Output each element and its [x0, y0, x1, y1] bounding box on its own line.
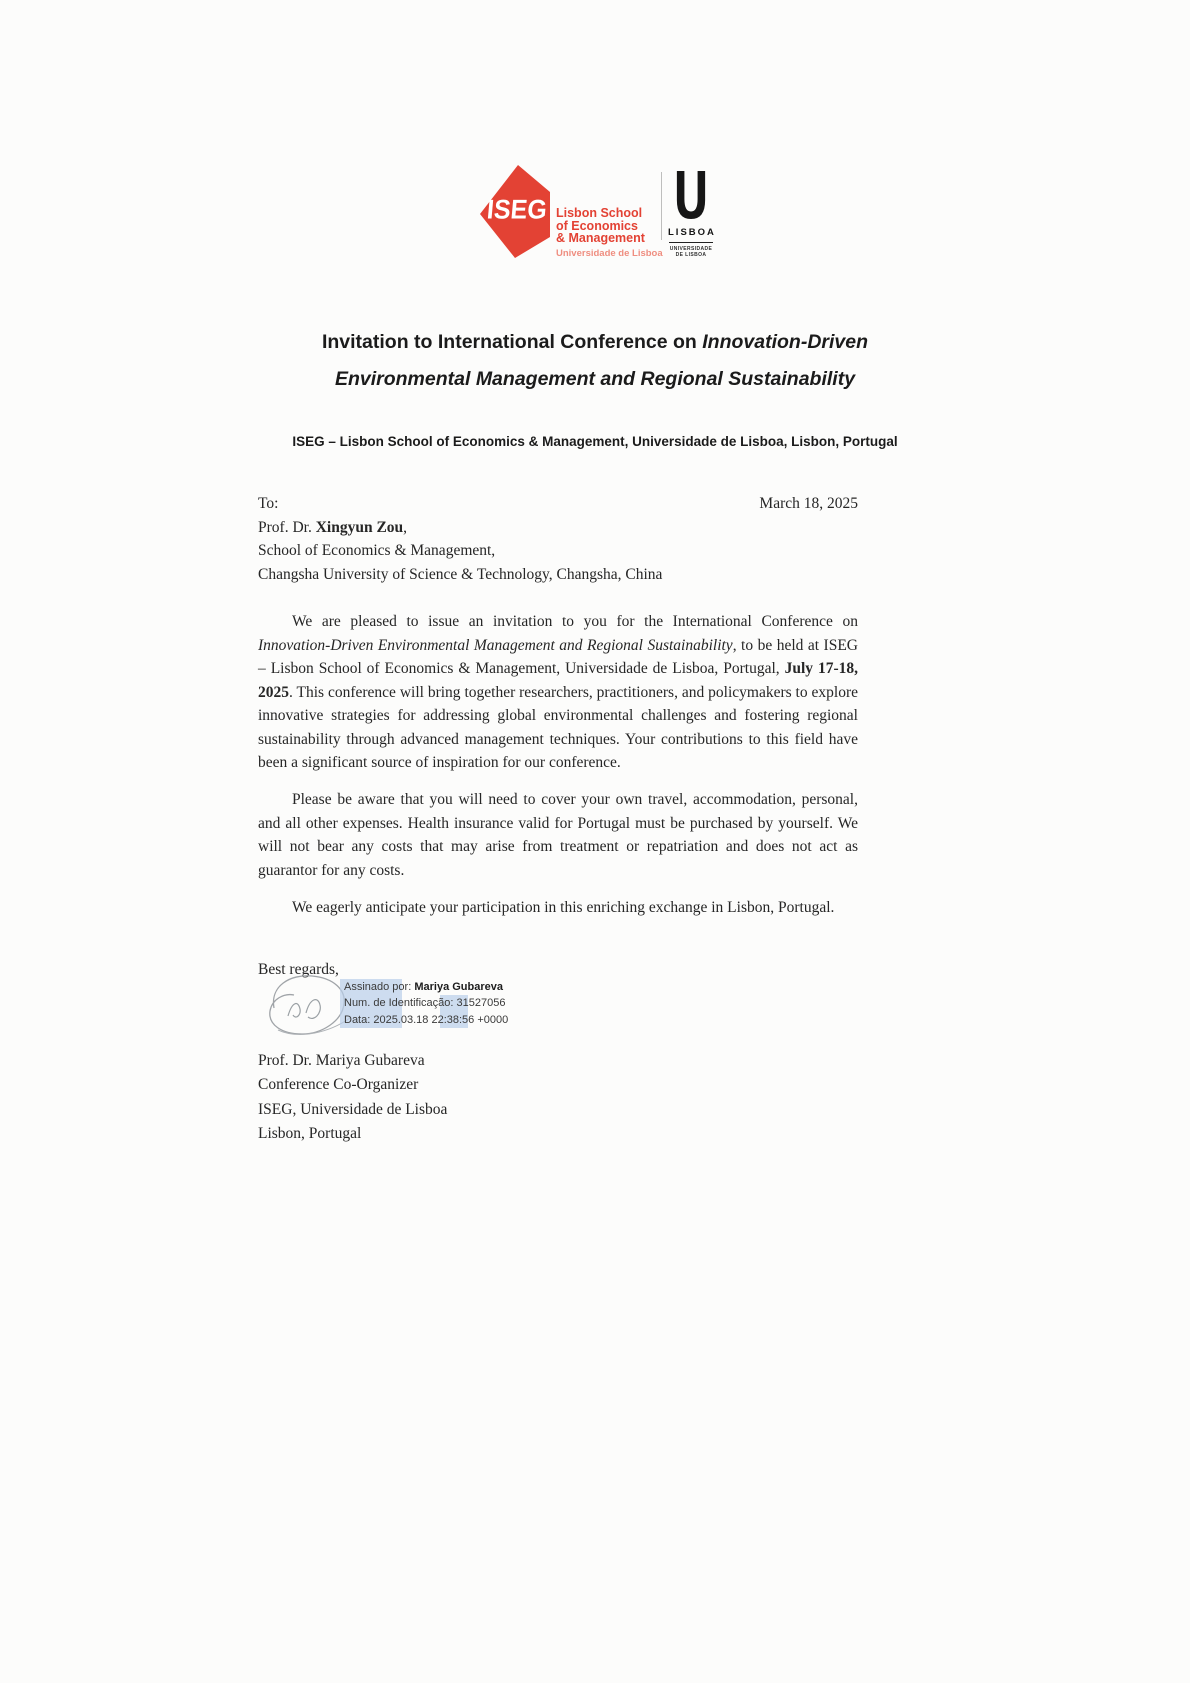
recipient-suffix: ,	[403, 518, 408, 536]
body-paragraph-1: We are pleased to issue an invitation to you for the International Conference on Innovation-Driven Environmental Management and Regional Sustainability, to be held at ISEG – Lisbon School of Economics & Management, Universidade de Lisboa, Portugal, July 17-18, 2025. This conference will bring together researchers, practitioners, and policymakers to explore innovative strategies for addressing global environmental challenges and fostering regional sustainability through advanced management techniques. Your contributions to this field have been a significant source of inspiration for our conference.	[258, 613, 858, 771]
ulisboa-subline: DE LISBOA	[675, 252, 707, 258]
stamp-signed-by-line	[344, 979, 564, 996]
recipient-line-3: Changsha University of Science & Technology, Changsha, China	[258, 565, 663, 583]
iseg-university-line: Universidade de Lisboa	[556, 247, 663, 259]
title-italic-part: Innovation-Driven	[702, 331, 869, 353]
recipient-name: Xingyun Zou	[315, 518, 404, 536]
recipient-line-1	[258, 516, 858, 540]
handwritten-signature-icon	[260, 968, 352, 1040]
signoff-block	[258, 1049, 858, 1147]
stamp-date-line: Data: 2025.03.18 22:38:56 +0000	[344, 1013, 509, 1026]
iseg-logo-text	[556, 207, 663, 259]
header-logo-lockup	[0, 0, 1190, 280]
ulisboa-logo	[668, 170, 714, 258]
iseg-school-line: Lisbon School	[556, 206, 643, 220]
title-regular-part: Invitation to International Conference on	[321, 331, 703, 353]
digital-signature-stamp	[344, 979, 564, 1029]
ulisboa-rule	[669, 242, 713, 243]
document-title-line1	[0, 324, 1190, 361]
letter-body	[258, 492, 858, 1147]
ulisboa-u-icon	[675, 170, 707, 221]
stamp-id-line: Num. de Identificação: 31527056	[344, 997, 506, 1009]
signoff-location: Lisbon, Portugal	[258, 1125, 362, 1142]
signoff-name: Prof. Dr. Mariya Gubareva	[258, 1051, 425, 1069]
body-paragraph-3: We eagerly anticipate your participation in this enriching exchange in Lisbon, Portugal.	[292, 898, 835, 916]
body-paragraph-2: Please be aware that you will need to cover your own travel, accommodation, personal, and all other expenses. Health insurance valid for Portugal must be purchased by yourself. We will not bear any costs that may arise from treatment or repatriation and does not act as guarantor for any costs.	[258, 791, 858, 879]
to-label: To:	[258, 495, 279, 512]
letter-date: March 18, 2025	[759, 495, 858, 512]
closing-line: Best regards,	[258, 961, 339, 978]
recipient-line-2: School of Economics & Management,	[258, 542, 496, 559]
stamp-signed-by-label: Assinado por:	[344, 980, 415, 993]
signoff-role: Conference Co-Organizer	[258, 1076, 419, 1093]
signoff-institution: ISEG, Universidade de Lisboa	[258, 1100, 448, 1118]
ulisboa-wordmark: LISBOA	[668, 227, 716, 238]
document-subtitle: ISEG – Lisbon School of Economics & Management, Universidade de Lisboa, Lisbon, Portugal	[292, 434, 898, 449]
ulisboa-subline: UNIVERSIDADE	[669, 246, 713, 252]
iseg-school-line: & Management	[556, 231, 645, 246]
to-date-row	[258, 492, 858, 516]
document-title	[0, 324, 1190, 398]
logo-divider	[661, 172, 662, 240]
stamp-signer-name: Mariya Gubareva	[414, 980, 503, 993]
iseg-logo-acronym: ISEG	[485, 194, 549, 226]
recipient-prefix: Prof. Dr.	[258, 518, 316, 536]
iseg-school-line: of Economics	[556, 218, 638, 233]
signature-area	[258, 980, 858, 1049]
document-title-line2: Environmental Management and Regional Sustainability	[334, 368, 856, 390]
